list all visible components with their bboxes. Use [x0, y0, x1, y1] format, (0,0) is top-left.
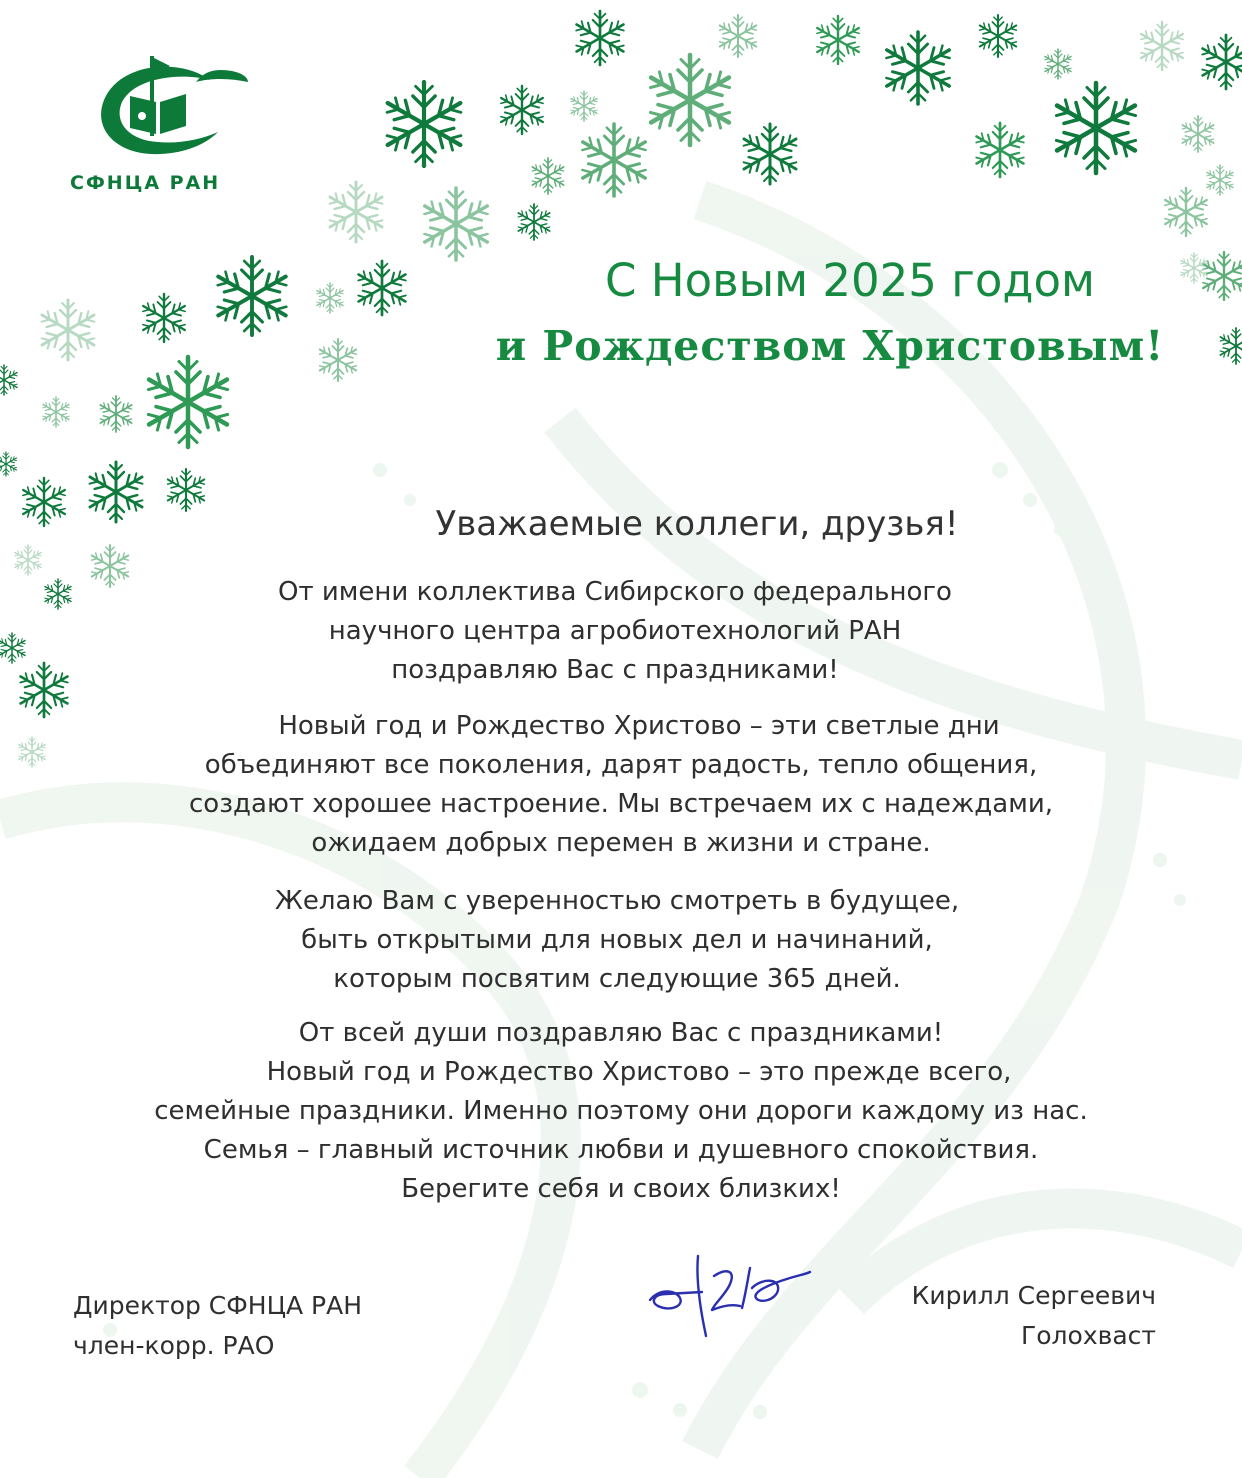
- snowflake-icon: [740, 124, 800, 184]
- snowflake-icon: [1138, 22, 1186, 70]
- snowflake-icon: [41, 397, 71, 427]
- snowflake-icon: [1200, 252, 1242, 300]
- snowflake-icon: [38, 300, 98, 360]
- snowflake-icon: [573, 11, 627, 65]
- snowflake-icon: [717, 15, 759, 57]
- snowflake-icon: [382, 82, 466, 166]
- snowflake-icon: [140, 294, 188, 342]
- text-line: Семья – главный источник любви и душевного спокойствия.: [203, 1135, 1039, 1165]
- salutation: Уважаемые коллеги, друзья!: [435, 504, 959, 544]
- snowflake-icon: [0, 452, 18, 476]
- signatory-name: [860, 1276, 1156, 1356]
- snowflake-icon: [1179, 253, 1209, 283]
- snowflake-icon: [882, 32, 954, 104]
- text-line: Новый год и Рождество Христово – эти светлые дни: [278, 711, 1000, 741]
- position-line-2: член-корр. РАО: [73, 1331, 275, 1360]
- snowflake-icon: [315, 283, 345, 313]
- text-line: быть открытыми для новых дел и начинаний,: [301, 925, 933, 955]
- snowflake-icon: [498, 86, 546, 134]
- name-line-2: Голохваст: [1021, 1321, 1156, 1350]
- name-line-1: Кирилл Сергеевич: [911, 1281, 1156, 1310]
- snowflake-icon: [213, 257, 291, 335]
- snowflake-icon: [516, 204, 552, 240]
- snowflake-icon: [420, 188, 492, 260]
- snowflake-icon: [1180, 116, 1216, 152]
- text-line: Новый год и Рождество Христово – это прежде всего,: [266, 1057, 1012, 1087]
- paragraph-3: [0, 882, 1238, 999]
- snowflake-icon: [569, 91, 599, 121]
- snowflake-icon: [317, 339, 359, 381]
- text-line: ожидаем добрых перемен в жизни и стране.: [311, 828, 931, 858]
- text-line: поздравляю Вас с праздниками!: [391, 655, 839, 685]
- snowflake-icon: [326, 182, 386, 242]
- snowflake-icon: [645, 55, 735, 145]
- snowflake-icon: [1051, 83, 1141, 173]
- paragraph-1: [0, 573, 1236, 690]
- text-line: научного центра агробиотехнологий РАН: [328, 616, 902, 646]
- snowflake-icon: [530, 158, 566, 194]
- snowflake-icon: [1162, 188, 1210, 236]
- text-line: Желаю Вам с уверенностью смотреть в будущее,: [274, 886, 960, 916]
- snowflake-icon: [1218, 328, 1242, 364]
- logo-text: СФНЦА РАН: [70, 172, 221, 194]
- snowflake-icon: [578, 124, 650, 196]
- text-line: От всей души поздравляю Вас с праздниками!: [298, 1018, 944, 1048]
- snowflake-icon: [814, 16, 862, 64]
- snowflake-icon: [977, 15, 1019, 57]
- snowflake-icon: [1199, 35, 1242, 89]
- text-line: семейные праздники. Именно поэтому они дороги каждому из нас.: [154, 1096, 1088, 1126]
- snowflake-icon: [355, 261, 409, 315]
- title-line-2: и Рождеством Христовым!: [495, 322, 1165, 370]
- snowflake-icon: [1205, 165, 1235, 195]
- snowflake-icon: [0, 365, 19, 395]
- handwritten-signature: [640, 1248, 820, 1344]
- text-line: создают хорошее настроение. Мы встречаем их с надеждами,: [189, 789, 1053, 819]
- snowflake-icon: [143, 357, 233, 447]
- text-line: которым посвятим следующие 365 дней.: [333, 964, 901, 994]
- paragraph-4: [0, 1014, 1242, 1209]
- snowflake-icon: [973, 123, 1027, 177]
- organization-logo: [60, 48, 260, 198]
- paragraph-2: [0, 707, 1242, 863]
- position-line-1: Директор СФНЦА РАН: [73, 1291, 363, 1320]
- text-line: Берегите себя и своих близких!: [401, 1174, 841, 1204]
- text-line: От имени коллектива Сибирского федерального: [278, 577, 952, 607]
- text-line: объединяют все поколения, дарят радость, тепло общения,: [204, 750, 1038, 780]
- signatory-position: [73, 1286, 362, 1366]
- sfnca-logo-icon: [60, 48, 260, 173]
- title-line-1: С Новым 2025 годом: [605, 254, 1095, 307]
- snowflake-icon: [13, 545, 43, 575]
- snowflake-icon: [98, 396, 134, 432]
- snowflake-icon: [1043, 49, 1073, 79]
